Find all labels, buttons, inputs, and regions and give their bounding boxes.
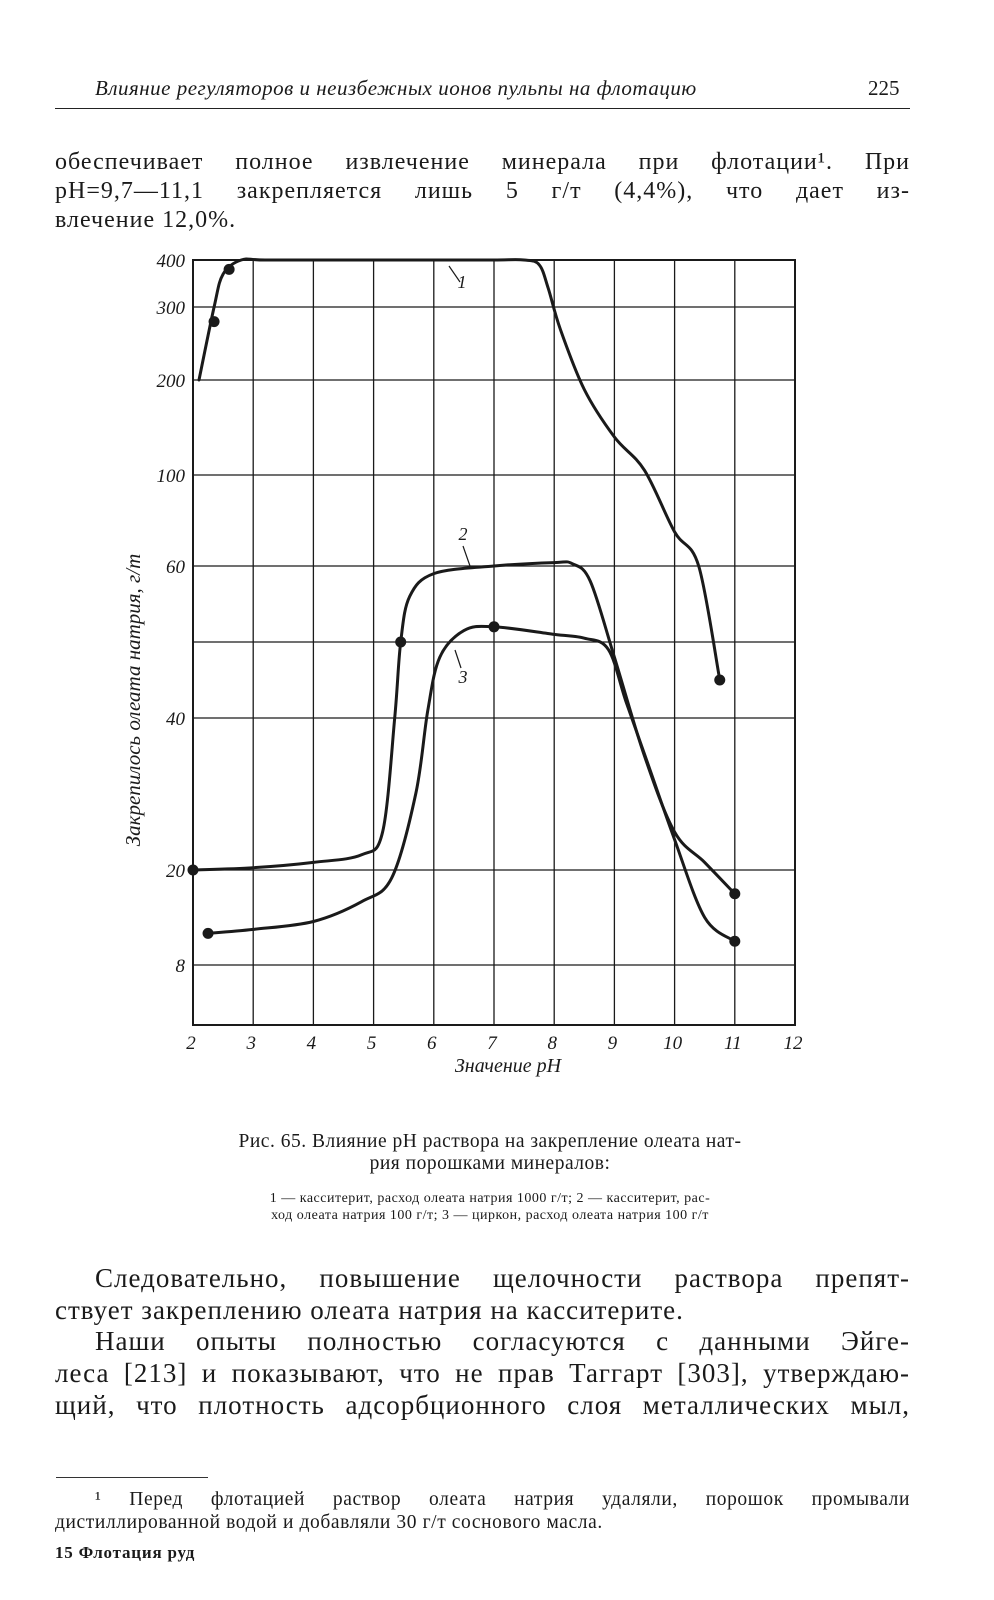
data-point-3 <box>203 928 214 939</box>
x-tick-label: 7 <box>487 1033 497 1054</box>
series-leader-2 <box>463 546 470 566</box>
data-point-3 <box>489 621 500 632</box>
intro-line: влечение 12,0%. <box>55 207 237 233</box>
body-line: щий, что плотность адсорбционного слоя металлических мыл, <box>55 1390 910 1420</box>
footnote <box>55 1488 910 1534</box>
data-point-2 <box>395 637 406 648</box>
data-point-1 <box>224 264 235 275</box>
y-tick-label: 400 <box>156 251 185 272</box>
ph-adsorption-chart <box>0 250 994 1100</box>
data-point-1 <box>209 316 220 327</box>
caption-line: рия порошками минералов: <box>369 1153 611 1174</box>
y-tick-label: 100 <box>156 466 185 487</box>
x-tick-label: 8 <box>547 1033 557 1054</box>
intro-line: обеспечивает полное извлечение минерала при флотации¹. При <box>55 149 910 175</box>
caption-line: Рис. 65. Влияние pH раствора на закрепление олеата нат- <box>238 1131 742 1152</box>
body-line: леса [213] и показывают, что не прав Таггарт [303], утверждаю- <box>55 1358 910 1388</box>
header-rule <box>55 108 910 109</box>
y-tick-label: 200 <box>156 371 185 392</box>
intro-paragraph <box>55 148 910 235</box>
x-tick-label: 2 <box>186 1033 196 1054</box>
footnote-line: дистиллированной водой и добавляли 30 г/т соснового масла. <box>55 1512 603 1533</box>
x-tick-label: 10 <box>663 1033 683 1054</box>
footnote-rule <box>56 1477 208 1478</box>
y-tick-label: 60 <box>166 557 185 578</box>
figure-caption <box>150 1131 830 1175</box>
series-label-3: 3 <box>458 667 468 687</box>
series-label-1: 1 <box>457 272 467 292</box>
y-axis-label: Закрепилось олеата натрия, г/т <box>121 553 145 847</box>
y-tick-labels <box>156 251 186 977</box>
printer-signature: 15 Флотация руд <box>55 1543 196 1562</box>
transition-paragraph <box>55 1262 910 1326</box>
series-line-1 <box>199 259 720 680</box>
y-tick-label: 8 <box>175 956 185 977</box>
x-tick-label: 3 <box>246 1033 256 1054</box>
body-line: Следовательно, повышение щелочности раствора препят- <box>95 1263 910 1293</box>
x-tick-label: 11 <box>724 1033 742 1054</box>
y-tick-label: 300 <box>156 298 185 319</box>
page-number: 225 <box>868 76 900 100</box>
x-axis-label: Значение pH <box>454 1055 562 1077</box>
data-point-2 <box>188 865 199 876</box>
series-leader-3 <box>455 650 461 668</box>
x-tick-label: 12 <box>783 1033 803 1054</box>
chart-grid <box>193 260 795 1025</box>
series-line-3 <box>208 626 735 941</box>
x-tick-label: 9 <box>607 1033 618 1054</box>
footnote-line: ¹ Перед флотацией раствор олеата натрия удаляли, порошок промывали <box>95 1489 910 1510</box>
series-line-2 <box>193 562 735 894</box>
series-label-2: 2 <box>458 524 468 544</box>
x-tick-labels <box>186 1033 803 1054</box>
body-line: ствует закреплению олеата натрия на касситерите. <box>55 1295 684 1325</box>
data-point-3 <box>729 936 740 947</box>
y-tick-label: 20 <box>166 861 185 882</box>
data-point-2 <box>729 888 740 899</box>
intro-line: pH=9,7—11,1 закрепляется лишь 5 г/т (4,4%), что дает из- <box>55 178 910 204</box>
x-tick-label: 6 <box>427 1033 437 1054</box>
references-paragraph <box>55 1325 910 1421</box>
x-tick-label: 4 <box>306 1033 317 1054</box>
legend-line: ход олеата натрия 100 г/т; 3 — циркон, расход олеата натрия 100 г/т <box>271 1208 709 1223</box>
figure-legend <box>150 1190 830 1224</box>
y-tick-label: 40 <box>166 709 185 730</box>
data-point-1 <box>714 675 725 686</box>
legend-line: 1 — касситерит, расход олеата натрия 1000 г/т; 2 — касситерит, рас- <box>269 1191 711 1206</box>
x-tick-label: 5 <box>366 1033 377 1054</box>
running-title: Влияние регуляторов и неизбежных ионов пульпы на флотацию <box>95 76 697 100</box>
body-line: Наши опыты полностью согласуются с данными Эйге- <box>95 1326 910 1356</box>
chart-series <box>188 259 741 947</box>
